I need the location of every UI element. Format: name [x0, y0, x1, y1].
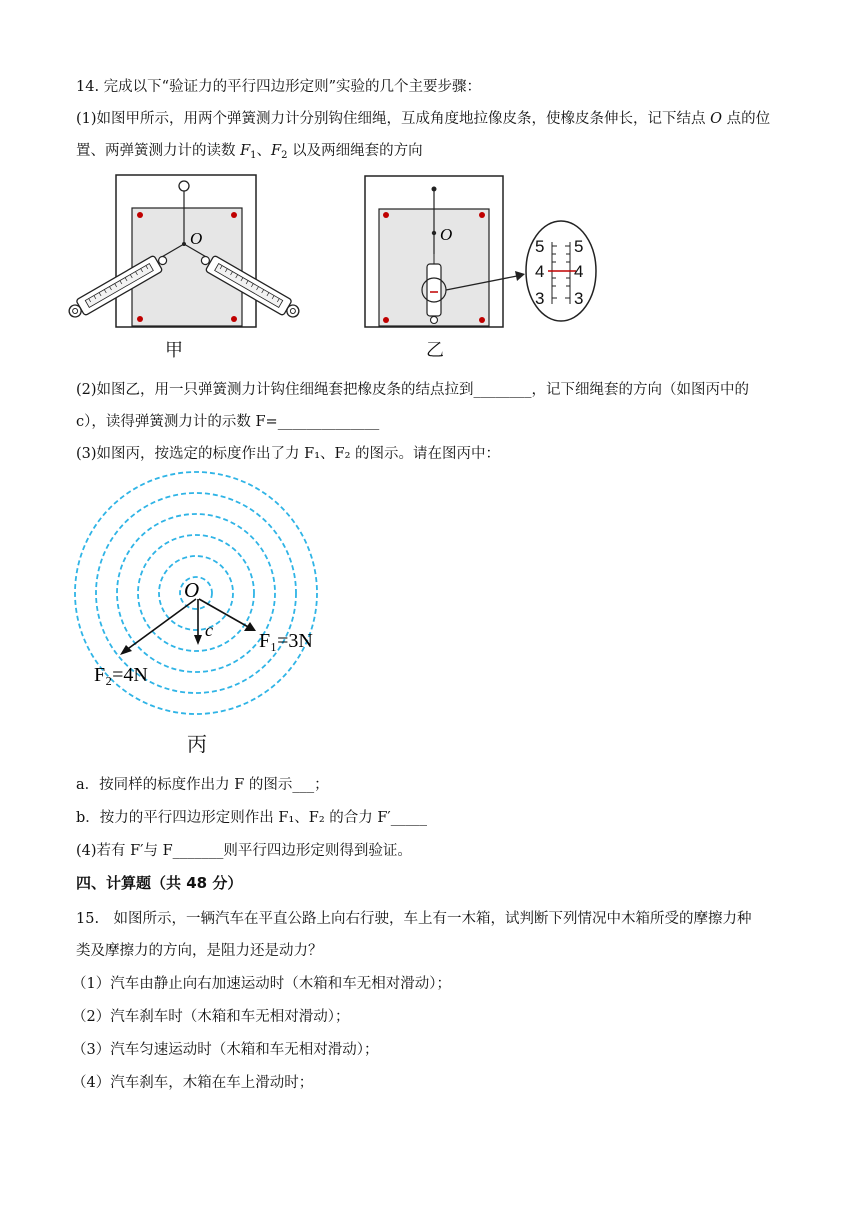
step1-text-c: 置、两弹簧测力计的读数 — [76, 143, 241, 159]
q14-step4: (4)若有 F′与 F_______则平行四边形定则得到验证。 — [76, 843, 412, 859]
yi-scale-right-3: 3 — [574, 289, 584, 308]
q14-sub-b: b．按力的平行四边形定则作出 F₁、F₂ 的合力 F′_____ — [76, 810, 427, 826]
yi-scale-right-4: 4 — [574, 262, 584, 281]
step1-text-b: 点的位 — [722, 111, 771, 127]
figure-jia — [80, 172, 310, 367]
svg-text:O: O — [440, 225, 453, 244]
q15-item-3: （3）汽车匀速运动时（木箱和车无相对滑动）； — [72, 1042, 379, 1058]
q14-step2-line2: c），读得弹簧测力计的示数 F=______________ — [76, 414, 380, 430]
q14-sub-a: a．按同样的标度作出力 F 的图示___； — [76, 777, 329, 793]
q14-step1-line2: 置、两弹簧测力计的读数 $F_1$、$F_2$ 以及两细绳套的方向 — [76, 143, 423, 161]
q15-line1: 15. 如图所示，一辆汽车在平直公路上向右行驶，车上有一木箱，试判断下列情况中木箱所受的摩擦力种 — [76, 911, 752, 927]
q14-title: 14. 完成以下“验证力的平行四边形定则”实验的几个主要步骤： — [76, 79, 481, 95]
section4-heading: 四、计算题（共 48 分） — [76, 874, 243, 892]
q15-item-2: （2）汽车刹车时（木箱和车无相对滑动）； — [72, 1009, 350, 1025]
caption-jia: 甲 — [165, 340, 183, 361]
caption-bing: 丙 — [187, 732, 207, 756]
step1-text-d: 以及两细绳套的方向 — [287, 143, 423, 159]
q15-item-4: （4）汽车刹车，木箱在车上滑动时； — [72, 1075, 314, 1091]
step1-text-a: (1)如图甲所示，用两个弹簧测力计分别钩住细绳，互成角度地拉像皮条，使橡皮条伸长，记下结点 — [76, 111, 711, 127]
yi-scale-left-3: 3 — [535, 289, 545, 308]
yi-scale-left-5: 5 — [535, 237, 545, 256]
caption-yi: 乙 — [426, 340, 444, 361]
q15-line2: 类及摩擦力的方向，是阻力还是动力？ — [76, 943, 323, 959]
f2-arrow — [125, 599, 196, 651]
q14-step3: (3)如图丙，按选定的标度作出了力 F₁、F₂ 的图示。请在图丙中： — [76, 446, 501, 462]
figure-yi — [365, 174, 610, 334]
bing-point-o: O — [184, 578, 200, 602]
q15-item-1: （1）汽车由静止向右加速运动时（木箱和车无相对滑动）； — [72, 976, 451, 992]
figure-bing — [78, 485, 318, 725]
q14-step2-line1: (2)如图乙，用一只弹簧测力计钩住细绳套把橡皮条的结点拉到________，记下细绳套的方向（如图丙中的 — [76, 382, 750, 398]
bing-f2-label: F₂=4N — [94, 664, 148, 686]
svg-text:O: O — [190, 229, 203, 248]
yi-scale-right-5: 5 — [574, 237, 584, 256]
q14-step1-line1 — [76, 109, 770, 129]
yi-scale-left-4: 4 — [535, 262, 545, 281]
bing-c-label: c — [205, 620, 213, 640]
step1-point-o: O — [710, 111, 723, 127]
bing-f1-label: F₁=3N — [259, 630, 313, 652]
